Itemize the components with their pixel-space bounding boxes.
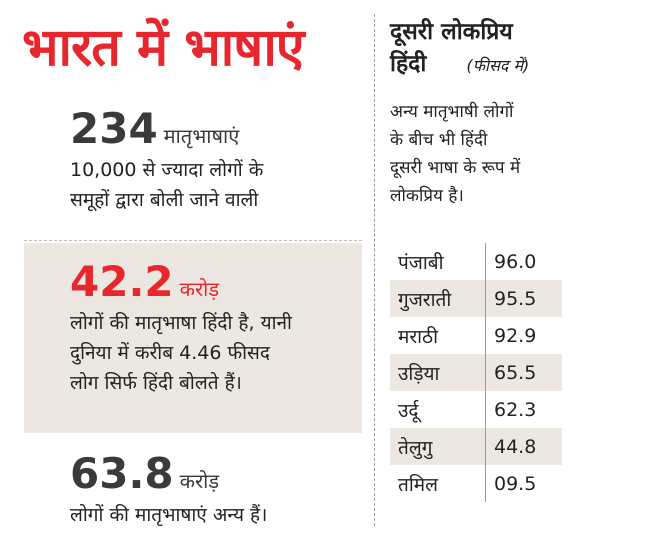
language-value: 09.5: [486, 465, 563, 502]
stat-unit: मातृभाषाएं: [163, 124, 240, 148]
stat-unit: करोड़: [179, 277, 220, 301]
language-value: 96.0: [486, 243, 563, 280]
sidebar-description-line: लोकप्रिय है।: [390, 186, 464, 206]
sidebar-description-line: दूसरी भाषा के रूप में: [390, 158, 521, 178]
stat-mother-tongues: [70, 105, 263, 215]
sidebar-title: [390, 16, 529, 82]
language-name: उर्दू: [398, 399, 419, 422]
table-row: [390, 428, 562, 465]
column-divider: [374, 14, 375, 526]
language-value: 95.5: [486, 280, 563, 317]
sidebar-panel: [390, 0, 640, 540]
language-name: गुजराती: [398, 288, 452, 311]
table-row: [390, 280, 562, 317]
language-table: [390, 243, 562, 502]
stat-description-line: लोगों की मातृभाषाएं अन्य हैं।: [70, 504, 268, 526]
table-row: [390, 391, 562, 428]
sidebar-unit: (फीसद में): [466, 56, 530, 75]
stat-other-mother-tongues: [70, 450, 267, 530]
language-name: मराठी: [398, 325, 439, 348]
stat-value: 234: [70, 104, 158, 153]
sidebar-title-line: हिंदी: [390, 51, 427, 77]
divider: [24, 240, 362, 241]
language-value: 92.9: [486, 317, 563, 354]
language-name: उड़िया: [398, 362, 440, 385]
language-value: 44.8: [486, 428, 563, 465]
stat-description: [70, 155, 263, 215]
language-value: 62.3: [486, 391, 563, 428]
stat-description-line: समूहों द्वारा बोली जाने वाली: [70, 189, 259, 211]
table-row: [390, 243, 562, 280]
table-row: [390, 317, 562, 354]
language-name: तेलुगु: [398, 436, 433, 459]
stat-description: [70, 308, 292, 398]
stat-hindi-speakers: [70, 258, 292, 398]
main-title: भारत में भाषाएं: [22, 18, 304, 78]
stat-unit: करोड़: [179, 469, 220, 493]
stat-value: 63.8: [70, 449, 174, 498]
table-row: [390, 465, 562, 502]
stat-description-line: दुनिया में करीब 4.46 फीसद: [70, 342, 270, 364]
stat-description-line: लोगों की मातृभाषा हिंदी है, यानी: [70, 312, 292, 334]
sidebar-description: [390, 98, 640, 210]
language-name: तमिल: [398, 473, 438, 496]
sidebar-title-line: दूसरी लोकप्रिय: [390, 19, 513, 45]
stat-description-line: लोग सिर्फ हिंदी बोलते हैं।: [70, 372, 242, 394]
language-value: 65.5: [486, 354, 563, 391]
table-row: [390, 354, 562, 391]
sidebar-description-line: अन्य मातृभाषी लोगों: [390, 102, 514, 122]
stat-description: [70, 500, 267, 530]
sidebar-description-line: के बीच भी हिंदी: [390, 130, 488, 150]
stat-value: 42.2: [70, 257, 174, 306]
language-name: पंजाबी: [398, 251, 444, 274]
stat-description-line: 10,000 से ज्यादा लोगों के: [70, 159, 264, 181]
